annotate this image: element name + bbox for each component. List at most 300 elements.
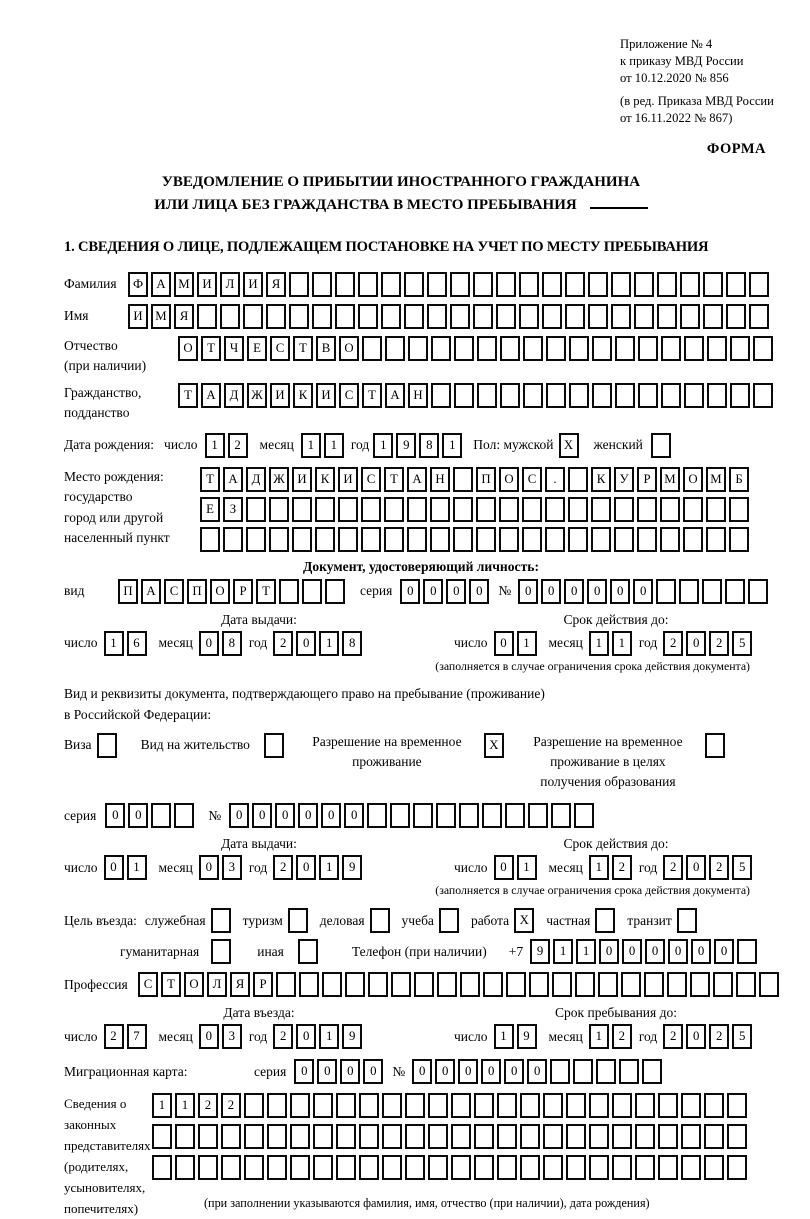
char-cell[interactable] — [336, 1124, 356, 1149]
char-cell[interactable]: Т — [362, 383, 382, 408]
char-cell[interactable] — [545, 527, 565, 552]
entry-year-cells[interactable] — [273, 1024, 362, 1049]
char-cell[interactable] — [704, 1124, 724, 1149]
char-cell[interactable]: К — [315, 467, 335, 492]
char-cell[interactable] — [651, 433, 671, 458]
char-cell[interactable]: 0 — [527, 1059, 547, 1084]
char-cell[interactable] — [614, 497, 634, 522]
char-cell[interactable] — [315, 497, 335, 522]
char-cell[interactable] — [407, 527, 427, 552]
char-cell[interactable] — [266, 304, 286, 329]
char-cell[interactable] — [454, 383, 474, 408]
char-cell[interactable] — [727, 1155, 747, 1180]
char-cell[interactable]: 9 — [530, 939, 550, 964]
char-cell[interactable] — [313, 1124, 333, 1149]
char-cell[interactable] — [362, 336, 382, 361]
char-cell[interactable]: . — [545, 467, 565, 492]
char-cell[interactable]: 6 — [127, 631, 147, 656]
char-cell[interactable] — [703, 272, 723, 297]
char-cell[interactable]: 2 — [709, 631, 729, 656]
char-cell[interactable]: 0 — [294, 1059, 314, 1084]
char-cell[interactable] — [405, 1124, 425, 1149]
char-cell[interactable]: 1 — [517, 631, 537, 656]
char-cell[interactable] — [246, 497, 266, 522]
char-cell[interactable]: 0 — [686, 631, 706, 656]
char-cell[interactable] — [290, 1093, 310, 1118]
char-cell[interactable] — [269, 527, 289, 552]
char-cell[interactable] — [566, 1124, 586, 1149]
phone-cells[interactable] — [530, 939, 757, 964]
char-cell[interactable]: С — [522, 467, 542, 492]
char-cell[interactable]: Н — [408, 383, 428, 408]
char-cell[interactable] — [680, 272, 700, 297]
char-cell[interactable]: 0 — [435, 1059, 455, 1084]
char-cell[interactable] — [595, 908, 615, 933]
char-cell[interactable] — [528, 803, 548, 828]
birthplace-row2-cells[interactable] — [200, 497, 749, 522]
char-cell[interactable] — [737, 939, 757, 964]
char-cell[interactable]: И — [338, 467, 358, 492]
sex-male-checkbox[interactable] — [559, 433, 579, 458]
temp-permit-checkbox[interactable] — [484, 733, 504, 758]
char-cell[interactable]: 0 — [199, 631, 219, 656]
char-cell[interactable] — [460, 972, 480, 997]
char-cell[interactable] — [312, 272, 332, 297]
char-cell[interactable] — [684, 336, 704, 361]
purpose-work-checkbox[interactable] — [514, 908, 534, 933]
char-cell[interactable] — [574, 803, 594, 828]
char-cell[interactable]: 0 — [229, 803, 249, 828]
char-cell[interactable] — [427, 304, 447, 329]
char-cell[interactable] — [459, 803, 479, 828]
char-cell[interactable]: В — [316, 336, 336, 361]
char-cell[interactable] — [565, 272, 585, 297]
char-cell[interactable] — [476, 497, 496, 522]
char-cell[interactable] — [523, 383, 543, 408]
char-cell[interactable] — [292, 527, 312, 552]
char-cell[interactable]: 3 — [222, 1024, 242, 1049]
char-cell[interactable]: 2 — [663, 631, 683, 656]
char-cell[interactable] — [592, 336, 612, 361]
char-cell[interactable] — [338, 527, 358, 552]
char-cell[interactable]: 2 — [273, 855, 293, 880]
char-cell[interactable]: 0 — [296, 855, 316, 880]
char-cell[interactable]: 0 — [128, 803, 148, 828]
char-cell[interactable] — [657, 304, 677, 329]
char-cell[interactable]: 0 — [686, 1024, 706, 1049]
char-cell[interactable] — [220, 304, 240, 329]
char-cell[interactable] — [359, 1124, 379, 1149]
char-cell[interactable]: Т — [200, 467, 220, 492]
char-cell[interactable] — [496, 304, 516, 329]
char-cell[interactable] — [198, 1124, 218, 1149]
char-cell[interactable]: 0 — [610, 579, 630, 604]
char-cell[interactable]: Д — [224, 383, 244, 408]
char-cell[interactable] — [635, 1124, 655, 1149]
char-cell[interactable] — [264, 733, 284, 758]
char-cell[interactable] — [680, 304, 700, 329]
char-cell[interactable] — [499, 497, 519, 522]
char-cell[interactable]: 0 — [541, 579, 561, 604]
char-cell[interactable]: О — [210, 579, 230, 604]
birth-month-cells[interactable] — [301, 433, 344, 458]
char-cell[interactable]: Е — [247, 336, 267, 361]
permit-issue-year-cells[interactable] — [273, 855, 362, 880]
char-cell[interactable]: 0 — [296, 1024, 316, 1049]
char-cell[interactable]: 1 — [517, 855, 537, 880]
birth-day-cells[interactable] — [205, 433, 248, 458]
char-cell[interactable]: 3 — [222, 855, 242, 880]
char-cell[interactable]: 1 — [589, 631, 609, 656]
char-cell[interactable] — [436, 803, 456, 828]
char-cell[interactable] — [683, 527, 703, 552]
char-cell[interactable] — [474, 1093, 494, 1118]
doc-expiry-month-cells[interactable] — [589, 631, 632, 656]
char-cell[interactable]: О — [683, 467, 703, 492]
char-cell[interactable]: 5 — [732, 631, 752, 656]
char-cell[interactable] — [408, 336, 428, 361]
char-cell[interactable] — [702, 579, 722, 604]
firstname-cells[interactable] — [128, 304, 769, 329]
char-cell[interactable]: 1 — [324, 433, 344, 458]
char-cell[interactable]: 0 — [296, 631, 316, 656]
birthplace-row3-cells[interactable] — [200, 527, 749, 552]
char-cell[interactable] — [345, 972, 365, 997]
stay-year-cells[interactable] — [663, 1024, 752, 1049]
char-cell[interactable] — [384, 497, 404, 522]
char-cell[interactable] — [451, 1124, 471, 1149]
char-cell[interactable]: Б — [729, 467, 749, 492]
char-cell[interactable] — [588, 304, 608, 329]
char-cell[interactable]: А — [407, 467, 427, 492]
char-cell[interactable]: О — [184, 972, 204, 997]
char-cell[interactable] — [292, 497, 312, 522]
char-cell[interactable]: 0 — [481, 1059, 501, 1084]
char-cell[interactable] — [569, 383, 589, 408]
char-cell[interactable] — [681, 1155, 701, 1180]
char-cell[interactable] — [661, 336, 681, 361]
char-cell[interactable]: М — [706, 467, 726, 492]
char-cell[interactable]: К — [293, 383, 313, 408]
char-cell[interactable] — [683, 497, 703, 522]
char-cell[interactable] — [638, 383, 658, 408]
permit-expiry-month-cells[interactable] — [589, 855, 632, 880]
char-cell[interactable]: Т — [256, 579, 276, 604]
char-cell[interactable]: 2 — [221, 1093, 241, 1118]
char-cell[interactable] — [269, 497, 289, 522]
char-cell[interactable] — [382, 1093, 402, 1118]
char-cell[interactable] — [566, 1093, 586, 1118]
char-cell[interactable] — [729, 497, 749, 522]
char-cell[interactable] — [660, 497, 680, 522]
char-cell[interactable] — [568, 497, 588, 522]
char-cell[interactable] — [428, 1124, 448, 1149]
char-cell[interactable] — [325, 579, 345, 604]
char-cell[interactable] — [506, 972, 526, 997]
char-cell[interactable] — [589, 1124, 609, 1149]
char-cell[interactable] — [477, 383, 497, 408]
char-cell[interactable]: 0 — [340, 1059, 360, 1084]
legal-reps-row3-cells[interactable] — [152, 1155, 747, 1180]
char-cell[interactable]: 2 — [709, 855, 729, 880]
char-cell[interactable]: Я — [230, 972, 250, 997]
char-cell[interactable] — [288, 908, 308, 933]
permit-series-cells[interactable] — [105, 803, 194, 828]
char-cell[interactable] — [753, 336, 773, 361]
char-cell[interactable] — [500, 383, 520, 408]
char-cell[interactable]: О — [339, 336, 359, 361]
char-cell[interactable]: X — [484, 733, 504, 758]
char-cell[interactable]: 0 — [412, 1059, 432, 1084]
char-cell[interactable] — [313, 1093, 333, 1118]
char-cell[interactable]: 5 — [732, 855, 752, 880]
char-cell[interactable] — [661, 383, 681, 408]
char-cell[interactable]: 2 — [273, 1024, 293, 1049]
char-cell[interactable]: С — [138, 972, 158, 997]
char-cell[interactable] — [451, 1155, 471, 1180]
char-cell[interactable]: 2 — [663, 855, 683, 880]
char-cell[interactable] — [384, 527, 404, 552]
char-cell[interactable] — [299, 972, 319, 997]
char-cell[interactable]: 1 — [589, 1024, 609, 1049]
char-cell[interactable] — [575, 972, 595, 997]
char-cell[interactable]: 1 — [205, 433, 225, 458]
char-cell[interactable] — [727, 1093, 747, 1118]
char-cell[interactable] — [361, 497, 381, 522]
char-cell[interactable] — [368, 972, 388, 997]
char-cell[interactable]: Р — [233, 579, 253, 604]
char-cell[interactable]: 0 — [686, 855, 706, 880]
char-cell[interactable] — [730, 336, 750, 361]
char-cell[interactable] — [505, 803, 525, 828]
purpose-private-checkbox[interactable] — [595, 908, 615, 933]
stay-day-cells[interactable] — [494, 1024, 537, 1049]
char-cell[interactable]: 0 — [518, 579, 538, 604]
char-cell[interactable] — [313, 1155, 333, 1180]
char-cell[interactable] — [97, 733, 117, 758]
char-cell[interactable] — [405, 1155, 425, 1180]
sex-female-checkbox[interactable] — [651, 433, 671, 458]
legal-reps-row1-cells[interactable] — [152, 1093, 747, 1118]
char-cell[interactable] — [634, 304, 654, 329]
char-cell[interactable] — [279, 579, 299, 604]
char-cell[interactable]: 1 — [612, 631, 632, 656]
char-cell[interactable] — [736, 972, 756, 997]
char-cell[interactable]: Я — [266, 272, 286, 297]
char-cell[interactable] — [748, 579, 768, 604]
char-cell[interactable] — [519, 304, 539, 329]
char-cell[interactable]: У — [614, 467, 634, 492]
char-cell[interactable]: 0 — [423, 579, 443, 604]
doc-issue-month-cells[interactable] — [199, 631, 242, 656]
char-cell[interactable] — [244, 1124, 264, 1149]
char-cell[interactable]: Я — [174, 304, 194, 329]
char-cell[interactable] — [657, 272, 677, 297]
char-cell[interactable] — [496, 272, 516, 297]
char-cell[interactable]: П — [118, 579, 138, 604]
char-cell[interactable]: 0 — [691, 939, 711, 964]
char-cell[interactable]: 0 — [252, 803, 272, 828]
char-cell[interactable] — [704, 1093, 724, 1118]
char-cell[interactable] — [474, 1155, 494, 1180]
char-cell[interactable]: 2 — [104, 1024, 124, 1049]
char-cell[interactable] — [749, 272, 769, 297]
char-cell[interactable] — [566, 1155, 586, 1180]
char-cell[interactable] — [335, 304, 355, 329]
char-cell[interactable] — [289, 272, 309, 297]
doc-series-cells[interactable] — [400, 579, 489, 604]
char-cell[interactable] — [244, 1155, 264, 1180]
doc-issue-year-cells[interactable] — [273, 631, 362, 656]
char-cell[interactable]: 2 — [273, 631, 293, 656]
char-cell[interactable] — [520, 1155, 540, 1180]
char-cell[interactable] — [198, 1155, 218, 1180]
char-cell[interactable]: 2 — [612, 855, 632, 880]
char-cell[interactable]: 0 — [714, 939, 734, 964]
char-cell[interactable] — [543, 1093, 563, 1118]
char-cell[interactable]: М — [660, 467, 680, 492]
char-cell[interactable] — [499, 527, 519, 552]
char-cell[interactable] — [152, 1155, 172, 1180]
char-cell[interactable]: 0 — [199, 855, 219, 880]
purpose-humanitarian-checkbox[interactable] — [211, 939, 231, 964]
stay-month-cells[interactable] — [589, 1024, 632, 1049]
char-cell[interactable] — [414, 972, 434, 997]
char-cell[interactable] — [591, 497, 611, 522]
char-cell[interactable] — [221, 1124, 241, 1149]
char-cell[interactable]: 2 — [228, 433, 248, 458]
profession-cells[interactable] — [138, 972, 779, 997]
char-cell[interactable]: 0 — [645, 939, 665, 964]
char-cell[interactable] — [476, 527, 496, 552]
char-cell[interactable] — [391, 972, 411, 997]
char-cell[interactable] — [615, 383, 635, 408]
char-cell[interactable] — [542, 272, 562, 297]
char-cell[interactable]: 0 — [494, 855, 514, 880]
citizenship-cells[interactable] — [178, 383, 773, 408]
char-cell[interactable] — [431, 336, 451, 361]
char-cell[interactable]: А — [141, 579, 161, 604]
char-cell[interactable]: Ж — [269, 467, 289, 492]
char-cell[interactable] — [267, 1124, 287, 1149]
char-cell[interactable]: 2 — [198, 1093, 218, 1118]
char-cell[interactable] — [713, 972, 733, 997]
char-cell[interactable]: 0 — [105, 803, 125, 828]
char-cell[interactable] — [413, 803, 433, 828]
char-cell[interactable] — [451, 1093, 471, 1118]
char-cell[interactable] — [298, 939, 318, 964]
char-cell[interactable] — [381, 304, 401, 329]
doc-expiry-day-cells[interactable] — [494, 631, 537, 656]
char-cell[interactable] — [703, 304, 723, 329]
char-cell[interactable] — [427, 272, 447, 297]
char-cell[interactable] — [704, 1155, 724, 1180]
char-cell[interactable] — [730, 383, 750, 408]
char-cell[interactable] — [546, 336, 566, 361]
char-cell[interactable]: X — [514, 908, 534, 933]
char-cell[interactable] — [546, 383, 566, 408]
char-cell[interactable] — [619, 1059, 639, 1084]
char-cell[interactable] — [428, 1155, 448, 1180]
char-cell[interactable] — [221, 1155, 241, 1180]
char-cell[interactable]: 0 — [298, 803, 318, 828]
char-cell[interactable] — [612, 1093, 632, 1118]
char-cell[interactable] — [322, 972, 342, 997]
char-cell[interactable] — [634, 272, 654, 297]
char-cell[interactable]: 9 — [342, 855, 362, 880]
char-cell[interactable] — [681, 1093, 701, 1118]
char-cell[interactable] — [454, 336, 474, 361]
char-cell[interactable] — [211, 908, 231, 933]
doc-type-cells[interactable] — [118, 579, 345, 604]
char-cell[interactable] — [358, 304, 378, 329]
char-cell[interactable]: 0 — [633, 579, 653, 604]
char-cell[interactable]: С — [270, 336, 290, 361]
char-cell[interactable]: 1 — [152, 1093, 172, 1118]
char-cell[interactable] — [483, 972, 503, 997]
legal-reps-row2-cells[interactable] — [152, 1124, 747, 1149]
char-cell[interactable]: И — [243, 272, 263, 297]
char-cell[interactable] — [638, 336, 658, 361]
char-cell[interactable]: П — [187, 579, 207, 604]
char-cell[interactable]: П — [476, 467, 496, 492]
char-cell[interactable] — [612, 1124, 632, 1149]
char-cell[interactable] — [430, 497, 450, 522]
char-cell[interactable]: 0 — [504, 1059, 524, 1084]
permit-expiry-year-cells[interactable] — [663, 855, 752, 880]
visa-checkbox[interactable] — [97, 733, 117, 758]
char-cell[interactable] — [151, 803, 171, 828]
purpose-other-checkbox[interactable] — [298, 939, 318, 964]
char-cell[interactable] — [677, 908, 697, 933]
char-cell[interactable] — [290, 1124, 310, 1149]
char-cell[interactable] — [175, 1155, 195, 1180]
char-cell[interactable]: 2 — [663, 1024, 683, 1049]
char-cell[interactable] — [705, 733, 725, 758]
doc-number-cells[interactable] — [518, 579, 768, 604]
char-cell[interactable] — [612, 1155, 632, 1180]
char-cell[interactable] — [482, 803, 502, 828]
char-cell[interactable] — [453, 497, 473, 522]
doc-expiry-year-cells[interactable] — [663, 631, 752, 656]
char-cell[interactable] — [382, 1155, 402, 1180]
char-cell[interactable] — [404, 304, 424, 329]
char-cell[interactable] — [523, 336, 543, 361]
char-cell[interactable]: Ч — [224, 336, 244, 361]
char-cell[interactable] — [200, 527, 220, 552]
char-cell[interactable] — [370, 908, 390, 933]
char-cell[interactable] — [753, 383, 773, 408]
char-cell[interactable]: 9 — [517, 1024, 537, 1049]
char-cell[interactable] — [315, 527, 335, 552]
char-cell[interactable] — [615, 336, 635, 361]
migration-number-cells[interactable] — [412, 1059, 662, 1084]
char-cell[interactable] — [749, 304, 769, 329]
char-cell[interactable]: 1 — [175, 1093, 195, 1118]
char-cell[interactable] — [573, 1059, 593, 1084]
char-cell[interactable]: 1 — [494, 1024, 514, 1049]
char-cell[interactable]: А — [223, 467, 243, 492]
char-cell[interactable] — [336, 1093, 356, 1118]
char-cell[interactable] — [276, 972, 296, 997]
surname-cells[interactable] — [128, 272, 769, 297]
char-cell[interactable] — [302, 579, 322, 604]
char-cell[interactable] — [450, 304, 470, 329]
char-cell[interactable] — [726, 272, 746, 297]
purpose-business-checkbox[interactable] — [370, 908, 390, 933]
char-cell[interactable]: 0 — [321, 803, 341, 828]
char-cell[interactable]: 0 — [668, 939, 688, 964]
